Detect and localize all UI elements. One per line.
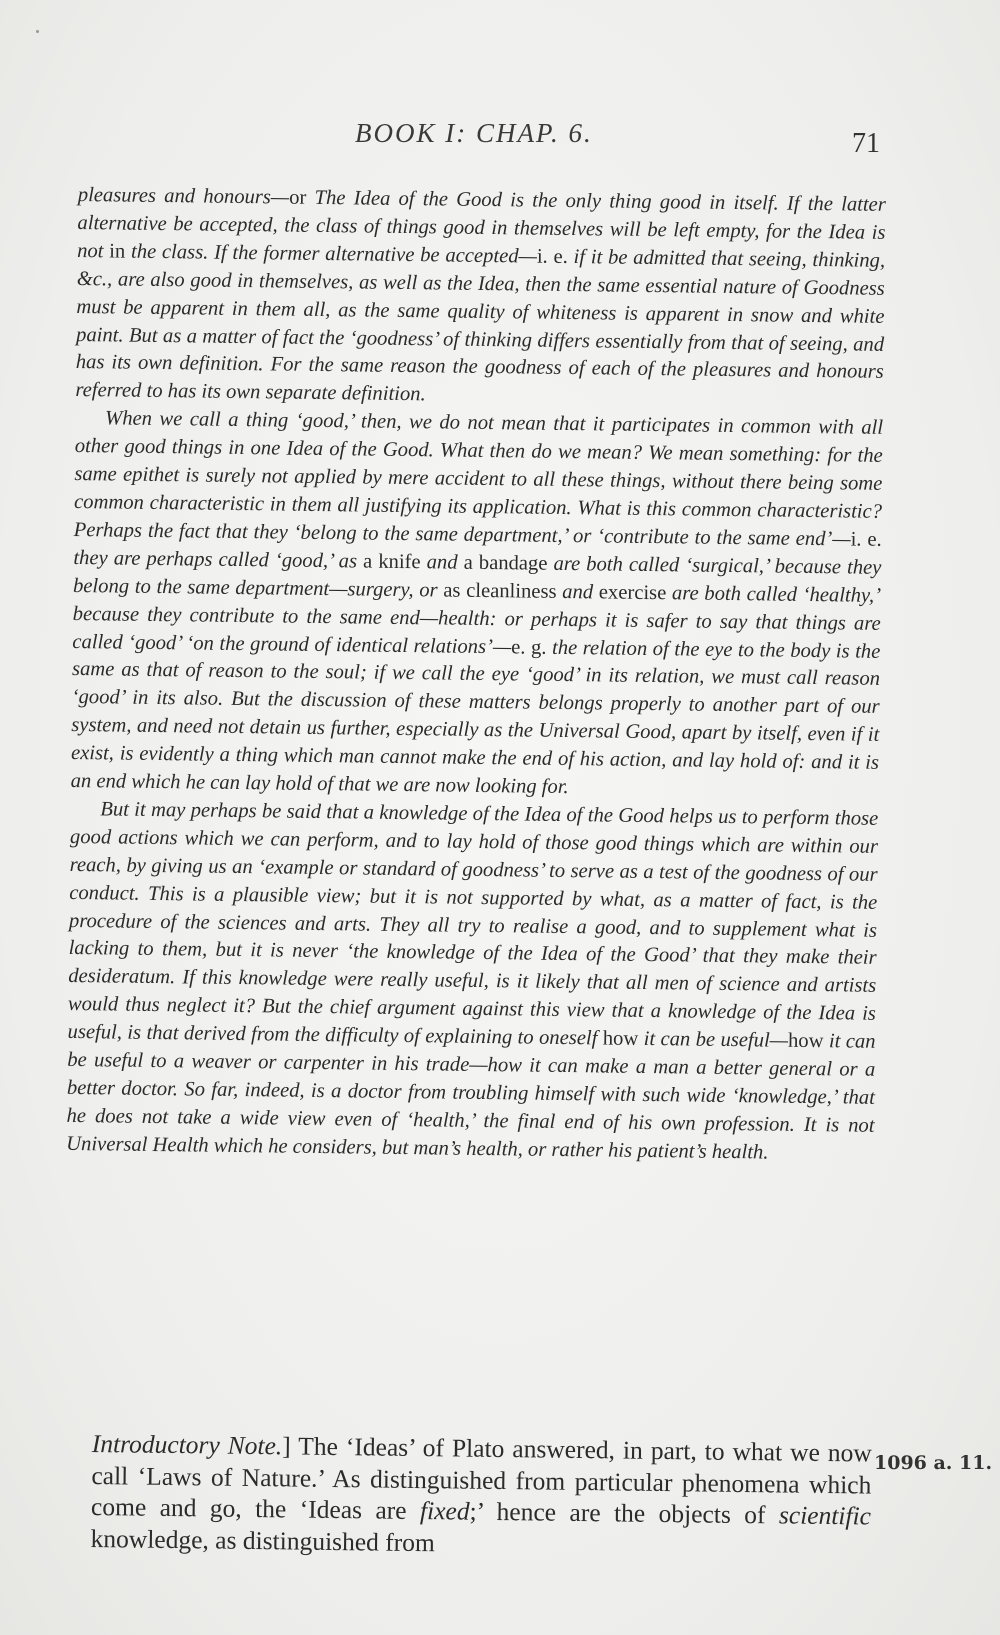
text-segment: are both called ‘healthy,’ because they contribute to the same end—health: or perhaps it is safer to say that things are called ‘good’ ‘on the ground of identical relations’— <box>72 581 882 658</box>
text-segment: i. e. <box>536 245 574 268</box>
text-segment: and <box>426 551 464 574</box>
paper-speck <box>36 30 39 33</box>
text-segment: pleasures and honours— <box>77 183 290 209</box>
text-segment: or <box>289 186 315 209</box>
running-head: BOOK I: CHAP. 6. <box>355 118 593 148</box>
text-segment: if it be admitted that seeing, thinking, &c., are also good in themselves, as well as the Idea, then the same essential nature of Goodness must be apparent in them all, as the same quality of whiteness is apparent in snow and white paint. But as a matter of fact the ‘goodness’ of thinking differs essentially from that of seeing, and has its own definition. For the same reason the goodness of each of the pleasures and honours referred to has its own separate definition. <box>75 245 886 406</box>
paragraph-3 <box>66 796 878 1169</box>
text-segment: are both called ‘surgical,’ because they belong to the same department—surgery, or <box>72 552 882 602</box>
page-number: 71 <box>852 128 880 159</box>
text-segment: a knife <box>362 550 427 574</box>
text-segment: knowledge, as distinguished from <box>90 1523 436 1557</box>
text-segment: the class. If the former alternative be accepted— <box>130 240 538 268</box>
text-segment: the relation of the eye to the body is the same as that of reason to the soul; if we call the eye ‘good’ in its relation, we must call reason ‘good’ in its also. But the discussion of these matters belongs properly to another part of our system, and need not detain us further, especially as the Universal Good, apart by itself, even if it exist, is evidently a thing which man cannot make the end of his action, and lay hold of: and it is an end which he can lay hold of that we are now looking for. <box>70 636 881 799</box>
text-segment: in <box>109 240 132 263</box>
paragraph-1 <box>75 182 886 415</box>
text-segment: e. g. <box>511 635 553 659</box>
text-segment: scientific <box>778 1500 872 1531</box>
text-segment: as cleanliness <box>443 579 563 603</box>
text-segment: Introductory Note. <box>91 1428 283 1461</box>
text-segment: When we call a thing ‘good,’ then, we do not mean that it participates in common with all other good things in one Idea of the Good. What then do we mean? We mean something: for the same epithet is surely not applied by mere accident to all these things, without there being some common characteristic in them all justifying its application. What is this common characteristic? Perhaps the fact that they ‘belong to the same department,’ or ‘contribute to the same end’— <box>73 407 884 551</box>
text-segment: they are perhaps called ‘good,’ as <box>73 546 364 573</box>
text-segment: it can be useful— <box>643 1028 789 1052</box>
text-segment: exercise <box>598 581 673 604</box>
text-segment: it can be useful to a weaver or carpenter in his trade—how it can make a man a better general or a better doctor. So far, indeed, is a doctor from troubling himself with such wide ‘knowledge,’ that he does not take a wide view even of ‘health,’ the final end of his own profession. It is not Universal Health which he considers, but man’s health, or rather his patient’s health. <box>66 1030 876 1164</box>
text-segment: how <box>787 1029 830 1053</box>
text-segment: i. e. <box>850 528 882 551</box>
text-segment: ] The ‘Ideas’ of Plato answered, in part, to what we now call ‘Laws of Nature.’ As distinguished from particular phenomena which come and go, the ‘Ideas are <box>90 1431 872 1526</box>
text-segment: ;’ hence are the objects of <box>469 1496 780 1530</box>
text-segment: and <box>562 580 599 604</box>
introductory-note <box>90 1428 871 1564</box>
text-segment: But it may perhaps be said that a knowledge of the Idea of the Good helps us to perform those good actions which we can perform, and to lay hold of those good things which are within our reach, by giving us an ‘example or standard of goodness’ to serve as a test of the goodness of our conduct. This is a plausible view; but it is not supported by what, as a matter of fact, is the procedure of the sciences and arts. They all try to realise a good, and to supplement what is lacking to them, but it is never ‘the knowledge of the Idea of the Good’ that they make their desideratum. If this knowledge were really useful, is it likely that all men of science and artists would thus neglect it? But the chief argument against this view that a knowledge of the Idea is useful, is that derived from the difficulty of explaining to oneself <box>67 798 879 1050</box>
text-segment: how <box>602 1027 644 1051</box>
text-segment: a bandage <box>463 551 554 575</box>
text-segment: The Idea of the Good is the only thing good in itself. If the latter alternative be accepted, the class of things good in themselves will be left empty, for the Idea is not <box>77 186 886 263</box>
paragraph-2 <box>70 405 883 806</box>
text-segment: fixed <box>419 1496 470 1526</box>
main-text <box>66 182 886 1169</box>
margin-reference: 1096 a. 11. <box>874 1452 993 1474</box>
